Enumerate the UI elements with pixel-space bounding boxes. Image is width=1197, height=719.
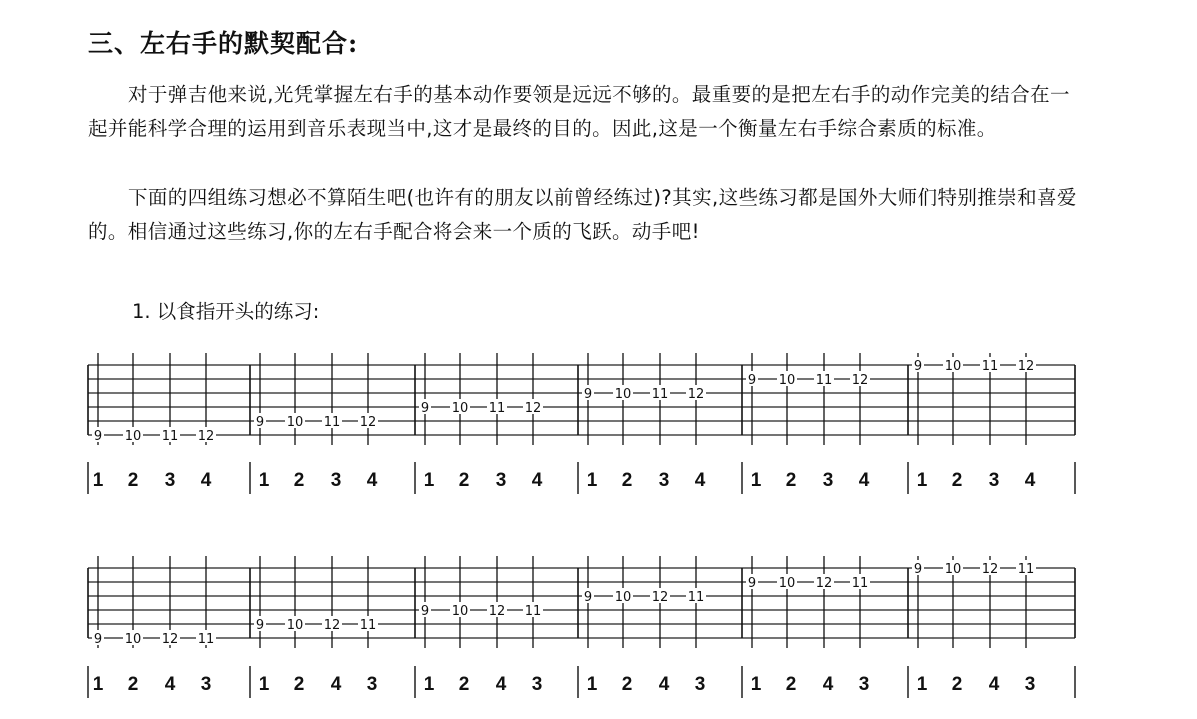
count-number: 2 — [293, 674, 305, 695]
fret-number: 11 — [197, 632, 215, 647]
count-number: 2 — [621, 674, 633, 695]
count-number: 3 — [366, 674, 378, 695]
count-number: 3 — [694, 674, 706, 695]
count-number: 1 — [916, 470, 928, 491]
fret-number: 10 — [286, 415, 304, 430]
fret-number: 12 — [488, 604, 506, 619]
count-number: 2 — [621, 470, 633, 491]
count-number: 2 — [127, 470, 139, 491]
fret-number: 10 — [124, 429, 142, 444]
fret-number: 9 — [913, 562, 923, 577]
fret-number: 10 — [614, 590, 632, 605]
fret-number: 9 — [420, 401, 430, 416]
count-number: 4 — [1024, 470, 1036, 491]
fret-number: 9 — [255, 415, 265, 430]
count-number: 1 — [258, 470, 270, 491]
fret-number: 12 — [359, 415, 377, 430]
count-number: 2 — [458, 674, 470, 695]
count-number: 1 — [750, 470, 762, 491]
count-number: 4 — [858, 470, 870, 491]
paragraph-exercises-text: 下面的四组练习想必不算陌生吧(也许有的朋友以前曾经练过)?其实,这些练习都是国外大师们特别推崇和喜爱的。相信通过这些练习,你的左右手配合将会来一个质的飞跃。动手吧! — [88, 186, 1077, 243]
fret-number: 9 — [747, 576, 757, 591]
count-number: 4 — [366, 470, 378, 491]
fret-number: 10 — [944, 562, 962, 577]
section-heading: 三、左右手的默契配合: — [88, 29, 359, 58]
fret-number: 11 — [851, 576, 869, 591]
fret-number: 9 — [93, 632, 103, 647]
fret-number: 12 — [851, 373, 869, 388]
count-number: 3 — [1024, 674, 1036, 695]
fret-number: 9 — [93, 429, 103, 444]
count-number: 1 — [916, 674, 928, 695]
fret-number: 9 — [583, 590, 593, 605]
count-number: 3 — [858, 674, 870, 695]
fret-number: 11 — [488, 401, 506, 416]
fret-number: 11 — [161, 429, 179, 444]
count-number: 4 — [822, 674, 834, 695]
fret-number: 10 — [614, 387, 632, 402]
count-number: 2 — [785, 470, 797, 491]
fret-number: 11 — [815, 373, 833, 388]
fret-number: 10 — [944, 359, 962, 374]
fret-number: 9 — [255, 618, 265, 633]
count-number: 3 — [495, 470, 507, 491]
count-number: 1 — [92, 470, 104, 491]
count-number: 3 — [330, 470, 342, 491]
count-number: 2 — [127, 674, 139, 695]
count-number: 4 — [988, 674, 1000, 695]
count-number: 3 — [988, 470, 1000, 491]
fret-number: 11 — [323, 415, 341, 430]
count-number: 3 — [200, 674, 212, 695]
count-number: 2 — [458, 470, 470, 491]
count-number: 1 — [258, 674, 270, 695]
fret-number: 12 — [197, 429, 215, 444]
count-number: 1 — [423, 470, 435, 491]
fret-number: 12 — [323, 618, 341, 633]
fret-number: 9 — [747, 373, 757, 388]
count-number: 4 — [200, 470, 212, 491]
count-number: 3 — [822, 470, 834, 491]
count-number: 4 — [164, 674, 176, 695]
fret-number: 11 — [651, 387, 669, 402]
fret-number: 9 — [583, 387, 593, 402]
fret-number: 11 — [981, 359, 999, 374]
fret-number: 11 — [1017, 562, 1035, 577]
exercise-label: 1. 以食指开头的练习: — [132, 300, 320, 323]
fret-number: 10 — [286, 618, 304, 633]
count-number: 1 — [423, 674, 435, 695]
paragraph-intro-text: 对于弹吉他来说,光凭掌握左右手的基本动作要领是远远不够的。最重要的是把左右手的动作完美的结合在一起并能科学合理的运用到音乐表现当中,这才是最终的目的。因此,这是一个衡量左右手综合素质的标准。 — [88, 83, 1070, 140]
count-number: 4 — [330, 674, 342, 695]
fret-number: 10 — [451, 604, 469, 619]
count-number: 4 — [531, 470, 543, 491]
fret-number: 12 — [651, 590, 669, 605]
count-number: 4 — [495, 674, 507, 695]
count-number: 3 — [658, 470, 670, 491]
count-number: 2 — [951, 470, 963, 491]
count-number: 1 — [586, 674, 598, 695]
count-number: 2 — [293, 470, 305, 491]
fret-number: 12 — [1017, 359, 1035, 374]
fret-number: 11 — [524, 604, 542, 619]
count-number: 4 — [694, 470, 706, 491]
fret-number: 10 — [778, 576, 796, 591]
count-number: 1 — [750, 674, 762, 695]
fret-number: 12 — [524, 401, 542, 416]
fret-number: 12 — [981, 562, 999, 577]
fret-number: 12 — [815, 576, 833, 591]
fret-number: 12 — [687, 387, 705, 402]
count-number: 4 — [658, 674, 670, 695]
count-number: 3 — [531, 674, 543, 695]
count-number: 3 — [164, 470, 176, 491]
fret-number: 10 — [124, 632, 142, 647]
fret-number: 9 — [913, 359, 923, 374]
fret-number: 10 — [451, 401, 469, 416]
count-number: 1 — [92, 674, 104, 695]
fret-number: 12 — [161, 632, 179, 647]
count-number: 2 — [785, 674, 797, 695]
fret-number: 9 — [420, 604, 430, 619]
count-number: 2 — [951, 674, 963, 695]
fret-number: 11 — [359, 618, 377, 633]
fret-number: 10 — [778, 373, 796, 388]
fret-number: 11 — [687, 590, 705, 605]
count-number: 1 — [586, 470, 598, 491]
